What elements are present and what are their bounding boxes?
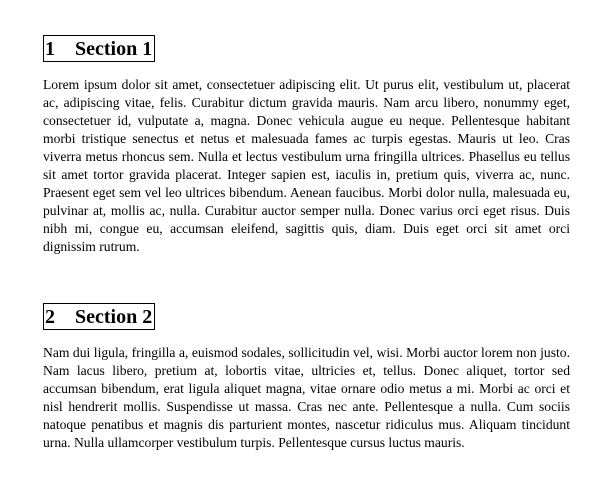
- section-number: 2: [45, 306, 55, 328]
- section-number: 1: [45, 38, 55, 60]
- section-1: [43, 35, 570, 256]
- section-title: Section 1: [75, 38, 153, 60]
- section-1-heading: [43, 35, 155, 62]
- section-2: [43, 303, 570, 452]
- section-1-paragraph: Lorem ipsum dolor sit amet, consectetuer adipiscing elit. Ut purus elit, vestibulum ut, placerat ac, adipiscing vitae, felis. Curabitur dictum gravida mauris. Nam arcu libero, nonummy eget, consectetuer id, vulputate a, magna. Donec vehicula augue eu neque. Pellentesque habitant morbi tristique senectus et netus et malesuada fames ac turpis egestas. Mauris ut leo. Cras viverra metus rhoncus sem. Nulla et lectus vestibulum urna fringilla ultrices. Phasellus eu tellus sit amet tortor gravida placerat. Integer sapien est, iaculis in, pretium quis, viverra ac, nunc. Praesent eget sem vel leo ultrices bibendum. Aenean faucibus. Morbi dolor nulla, malesuada eu, pulvinar at, mollis ac, nulla. Curabitur auctor semper nulla. Donec varius orci eget risus. Duis nibh mi, congue eu, accumsan eleifend, sagittis quis, diam. Duis eget orci sit amet orci dignissim rutrum.: [43, 77, 570, 254]
- section-title: Section 2: [75, 306, 153, 328]
- section-2-paragraph: Nam dui ligula, fringilla a, euismod sodales, sollicitudin vel, wisi. Morbi auctor lorem non justo. Nam lacus libero, pretium at, lobortis vitae, ultricies et, tellus. Donec aliquet, tortor sed accumsan bibendum, erat ligula aliquet magna, vitae ornare odio metus a mi. Morbi ac orci et nisl hendrerit mollis. Suspendisse ut massa. Cras nec ante. Pellentesque a nulla. Cum sociis natoque penatibus et magnis dis parturient montes, nascetur ridiculus mus. Aliquam tincidunt urna. Nulla ullamcorper vestibulum turpis. Pellentesque cursus luctus mauris.: [43, 345, 570, 450]
- section-2-heading: [43, 303, 155, 330]
